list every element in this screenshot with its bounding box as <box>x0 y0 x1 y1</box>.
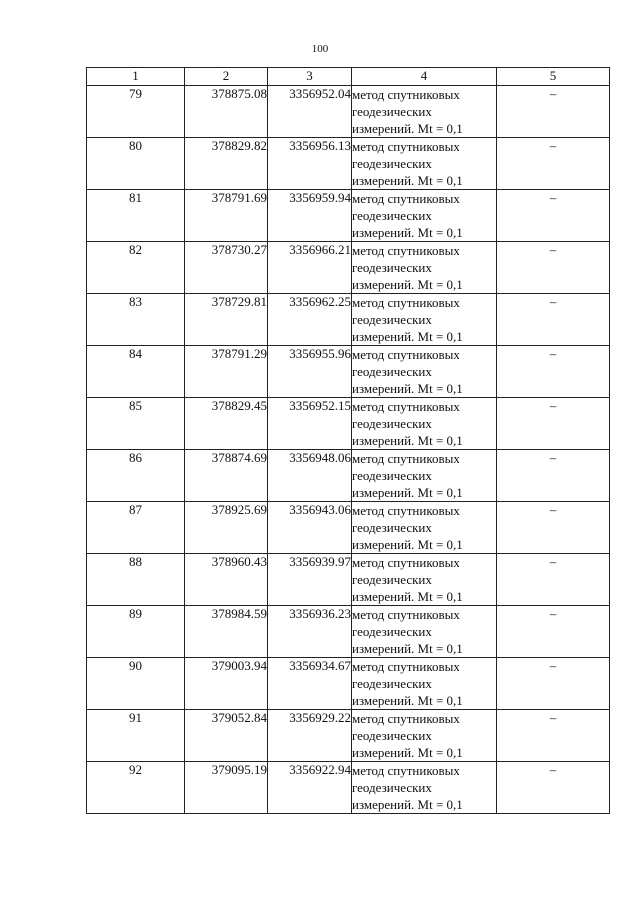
method-line: метод спутниковых <box>352 503 460 518</box>
method-line: геодезических <box>352 312 432 327</box>
coordinate-x: 378874.69 <box>185 450 268 502</box>
point-number: 83 <box>87 294 185 346</box>
coordinate-y: 3356922.94 <box>268 762 352 814</box>
coordinate-y: 3356966.21 <box>268 242 352 294</box>
coordinate-y: 3356962.25 <box>268 294 352 346</box>
accuracy-value: – <box>497 554 610 606</box>
point-number: 90 <box>87 658 185 710</box>
method-line: геодезических <box>352 104 432 119</box>
method-line: метод спутниковых <box>352 399 460 414</box>
accuracy-value: – <box>497 242 610 294</box>
point-number: 84 <box>87 346 185 398</box>
accuracy-value: – <box>497 762 610 814</box>
accuracy-value: – <box>497 138 610 190</box>
point-number: 92 <box>87 762 185 814</box>
coordinate-x: 379052.84 <box>185 710 268 762</box>
measurement-method <box>352 762 497 814</box>
method-line: геодезических <box>352 364 432 379</box>
coordinates-table <box>86 67 610 814</box>
method-line: геодезических <box>352 416 432 431</box>
measurement-method <box>352 190 497 242</box>
method-line: геодезических <box>352 260 432 275</box>
point-number: 82 <box>87 242 185 294</box>
measurement-method <box>352 138 497 190</box>
measurement-method <box>352 450 497 502</box>
accuracy-value: – <box>497 658 610 710</box>
method-line: измерений. Mt = 0,1 <box>352 537 463 552</box>
table-row <box>87 242 610 294</box>
coordinate-x: 379003.94 <box>185 658 268 710</box>
coordinate-x: 378925.69 <box>185 502 268 554</box>
method-line: метод спутниковых <box>352 659 460 674</box>
coordinate-x: 378829.45 <box>185 398 268 450</box>
accuracy-value: – <box>497 450 610 502</box>
coordinate-x: 379095.19 <box>185 762 268 814</box>
method-line: геодезических <box>352 156 432 171</box>
method-line: измерений. Mt = 0,1 <box>352 641 463 656</box>
method-line: измерений. Mt = 0,1 <box>352 329 463 344</box>
point-number: 87 <box>87 502 185 554</box>
point-number: 79 <box>87 86 185 138</box>
point-number: 86 <box>87 450 185 502</box>
point-number: 88 <box>87 554 185 606</box>
table-row <box>87 502 610 554</box>
accuracy-value: – <box>497 710 610 762</box>
header-col-5: 5 <box>497 68 610 86</box>
accuracy-value: – <box>497 398 610 450</box>
measurement-method <box>352 502 497 554</box>
table-header <box>87 68 610 86</box>
header-col-1: 1 <box>87 68 185 86</box>
coordinate-y: 3356939.97 <box>268 554 352 606</box>
table-row <box>87 294 610 346</box>
method-line: измерений. Mt = 0,1 <box>352 797 463 812</box>
header-row <box>87 68 610 86</box>
method-line: измерений. Mt = 0,1 <box>352 745 463 760</box>
method-line: геодезических <box>352 624 432 639</box>
method-line: метод спутниковых <box>352 711 460 726</box>
method-line: геодезических <box>352 208 432 223</box>
table-row <box>87 398 610 450</box>
method-line: измерений. Mt = 0,1 <box>352 121 463 136</box>
point-number: 91 <box>87 710 185 762</box>
accuracy-value: – <box>497 502 610 554</box>
measurement-method <box>352 398 497 450</box>
method-line: измерений. Mt = 0,1 <box>352 225 463 240</box>
table-row <box>87 762 610 814</box>
method-line: измерений. Mt = 0,1 <box>352 277 463 292</box>
method-line: измерений. Mt = 0,1 <box>352 433 463 448</box>
coordinate-x: 378791.69 <box>185 190 268 242</box>
method-line: метод спутниковых <box>352 607 460 622</box>
coordinate-y: 3356952.04 <box>268 86 352 138</box>
method-line: метод спутниковых <box>352 347 460 362</box>
page-number: 100 <box>311 43 329 55</box>
measurement-method <box>352 554 497 606</box>
table-row <box>87 554 610 606</box>
header-col-4: 4 <box>352 68 497 86</box>
method-line: метод спутниковых <box>352 243 460 258</box>
table-row <box>87 86 610 138</box>
accuracy-value: – <box>497 606 610 658</box>
table-row <box>87 346 610 398</box>
coordinate-x: 378829.82 <box>185 138 268 190</box>
method-line: геодезических <box>352 676 432 691</box>
method-line: геодезических <box>352 780 432 795</box>
header-col-2: 2 <box>185 68 268 86</box>
point-number: 80 <box>87 138 185 190</box>
coordinate-x: 378791.29 <box>185 346 268 398</box>
coordinate-x: 378729.81 <box>185 294 268 346</box>
coordinate-y: 3356956.13 <box>268 138 352 190</box>
header-col-3: 3 <box>268 68 352 86</box>
method-line: метод спутниковых <box>352 295 460 310</box>
coordinate-y: 3356934.67 <box>268 658 352 710</box>
accuracy-value: – <box>497 86 610 138</box>
method-line: метод спутниковых <box>352 451 460 466</box>
method-line: измерений. Mt = 0,1 <box>352 589 463 604</box>
coordinate-y: 3356936.23 <box>268 606 352 658</box>
measurement-method <box>352 606 497 658</box>
coordinate-x: 378875.08 <box>185 86 268 138</box>
coordinate-y: 3356952.15 <box>268 398 352 450</box>
point-number: 81 <box>87 190 185 242</box>
measurement-method <box>352 658 497 710</box>
method-line: измерений. Mt = 0,1 <box>352 485 463 500</box>
method-line: метод спутниковых <box>352 555 460 570</box>
table-body <box>87 86 610 814</box>
table-row <box>87 190 610 242</box>
coordinate-y: 3356929.22 <box>268 710 352 762</box>
method-line: геодезических <box>352 520 432 535</box>
method-line: метод спутниковых <box>352 139 460 154</box>
coordinate-y: 3356959.94 <box>268 190 352 242</box>
coordinate-x: 378960.43 <box>185 554 268 606</box>
method-line: измерений. Mt = 0,1 <box>352 173 463 188</box>
method-line: метод спутниковых <box>352 763 460 778</box>
accuracy-value: – <box>497 346 610 398</box>
method-line: геодезических <box>352 728 432 743</box>
accuracy-value: – <box>497 190 610 242</box>
measurement-method <box>352 710 497 762</box>
method-line: измерений. Mt = 0,1 <box>352 381 463 396</box>
method-line: метод спутниковых <box>352 191 460 206</box>
point-number: 89 <box>87 606 185 658</box>
coordinate-x: 378984.59 <box>185 606 268 658</box>
table-row <box>87 138 610 190</box>
table-row <box>87 658 610 710</box>
table-row <box>87 450 610 502</box>
accuracy-value: – <box>497 294 610 346</box>
coordinate-x: 378730.27 <box>185 242 268 294</box>
table-row <box>87 710 610 762</box>
method-line: геодезических <box>352 468 432 483</box>
coordinate-y: 3356955.96 <box>268 346 352 398</box>
method-line: измерений. Mt = 0,1 <box>352 693 463 708</box>
method-line: геодезических <box>352 572 432 587</box>
measurement-method <box>352 346 497 398</box>
table-row <box>87 606 610 658</box>
method-line: метод спутниковых <box>352 87 460 102</box>
coordinate-y: 3356943.06 <box>268 502 352 554</box>
measurement-method <box>352 86 497 138</box>
coordinate-y: 3356948.06 <box>268 450 352 502</box>
point-number: 85 <box>87 398 185 450</box>
measurement-method <box>352 242 497 294</box>
measurement-method <box>352 294 497 346</box>
